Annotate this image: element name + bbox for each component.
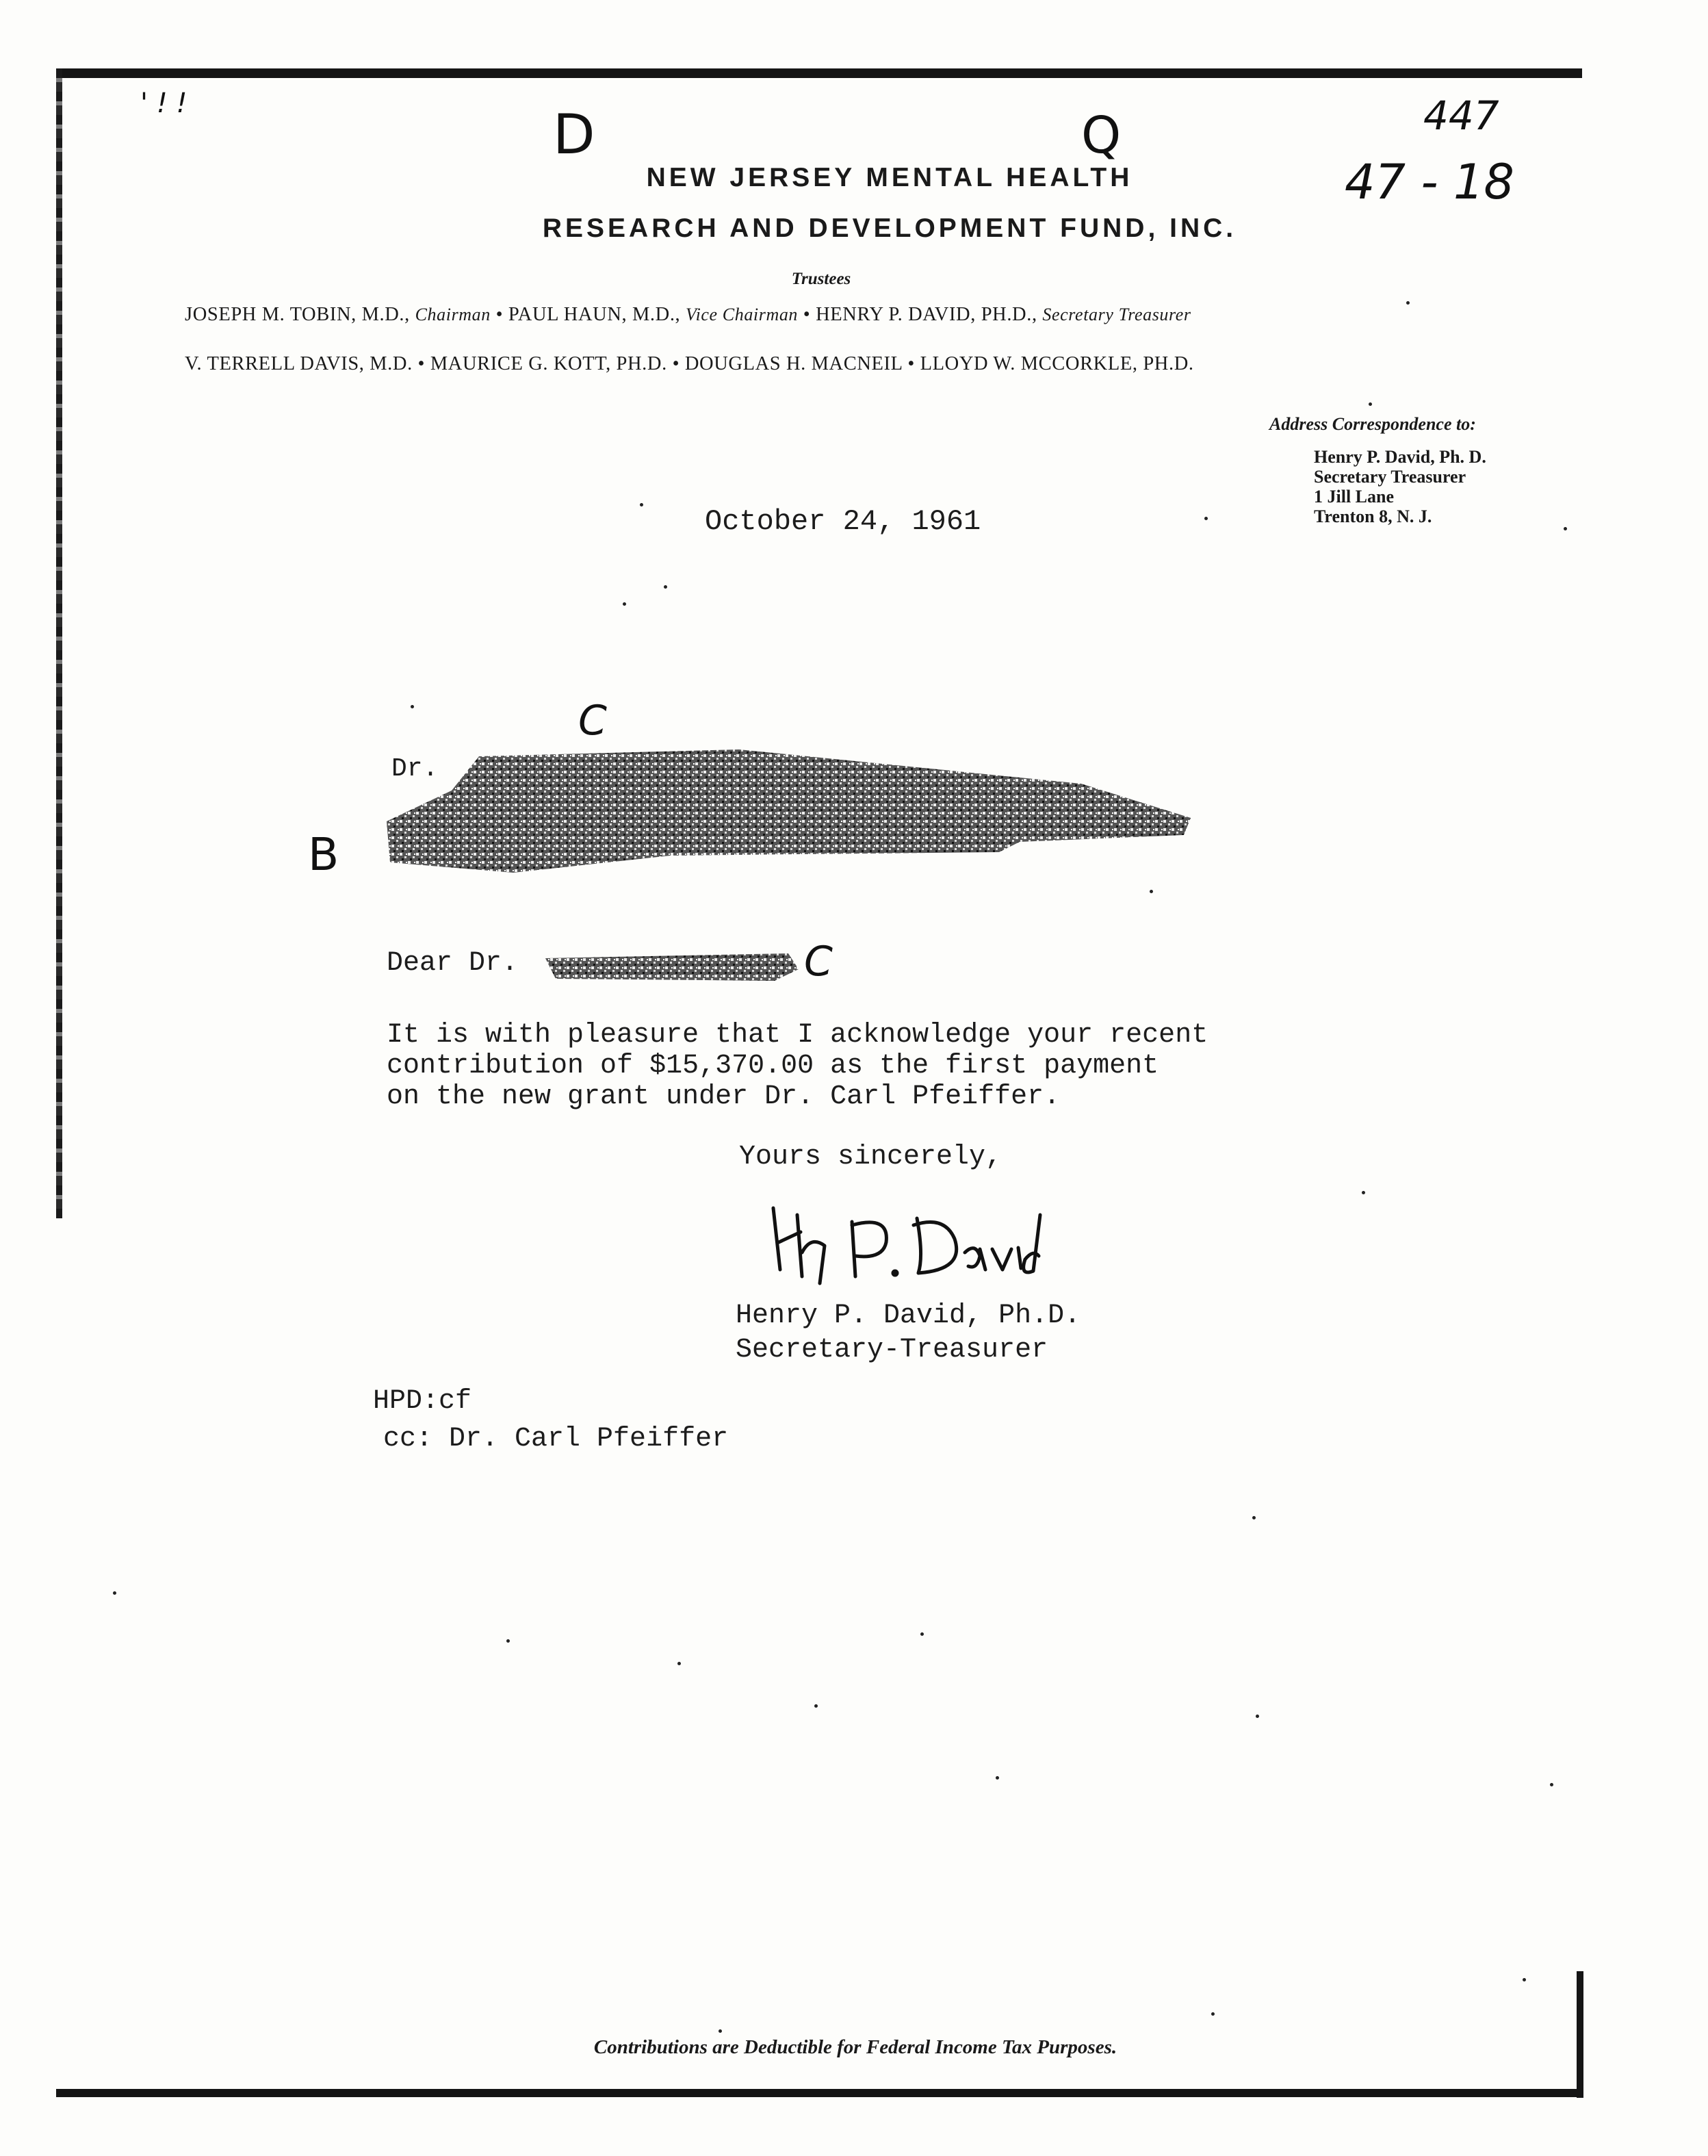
trustees-line-1 xyxy=(185,304,1560,326)
scan-speck xyxy=(1256,1715,1259,1718)
handwritten-top-number: 447 xyxy=(1423,92,1499,139)
bullet-separator: • xyxy=(672,353,685,374)
trustees-line-2 xyxy=(185,353,1560,375)
scan-speck xyxy=(1564,527,1567,530)
bullet-separator: • xyxy=(803,304,816,325)
address-line: Secretary Treasurer xyxy=(1314,467,1466,487)
scan-speck xyxy=(1204,517,1208,520)
bullet-separator: • xyxy=(417,353,430,374)
scan-speck xyxy=(113,1591,116,1595)
correspondence-address xyxy=(1314,447,1560,526)
trustees-heading: Trustees xyxy=(791,270,851,288)
address-heading: Address Correspondence to: xyxy=(1269,414,1476,434)
trustee-name: JOSEPH M. TOBIN, M.D., xyxy=(185,304,410,325)
scan-speck xyxy=(1150,890,1153,893)
trustee-name: V. TERRELL DAVIS, M.D. xyxy=(185,353,413,374)
address-line: 1 Jill Lane xyxy=(1314,487,1395,506)
typist-initials: HPD:cf xyxy=(373,1386,472,1417)
bullet-separator: • xyxy=(907,353,920,374)
handwritten-file-number: 47 - 18 xyxy=(1345,154,1514,210)
bullet-separator: • xyxy=(495,304,508,325)
scan-speck xyxy=(506,1639,510,1643)
organization-name-line2: RESEARCH AND DEVELOPMENT FUND, INC. xyxy=(542,214,1237,243)
trustee-name: HENRY P. DAVID, PH.D., xyxy=(816,304,1037,325)
trustee-name: MAURICE G. KOTT, PH.D. xyxy=(430,353,667,374)
scan-speck xyxy=(640,503,643,506)
scan-speck xyxy=(677,1662,681,1665)
letter-date: October 24, 1961 xyxy=(705,505,981,538)
signer-title: Secretary-Treasurer xyxy=(736,1335,1048,1365)
redacted-recipient-address xyxy=(383,746,1204,883)
trustee-name: LLOYD W. MCCORKLE, PH.D. xyxy=(920,353,1194,374)
bottom-border-rule xyxy=(56,2089,1583,2097)
closing: Yours sincerely, xyxy=(739,1142,1002,1172)
scan-speck xyxy=(920,1632,924,1636)
scan-speck xyxy=(1369,402,1372,406)
scan-speck xyxy=(1406,301,1410,305)
scan-speck xyxy=(623,602,626,606)
handwritten-mark-c: C xyxy=(578,697,607,745)
scan-speck xyxy=(411,705,414,708)
top-border-rule xyxy=(56,68,1582,78)
scan-speck xyxy=(719,2029,722,2033)
scan-speck xyxy=(1523,1978,1526,1981)
body-line: contribution of $15,370.00 as the first payment xyxy=(387,1051,1159,1081)
handwritten-mark-c: C xyxy=(804,938,833,986)
organization-name-line1: NEW JERSEY MENTAL HEALTH xyxy=(646,163,1133,192)
scan-speck xyxy=(1550,1783,1553,1786)
redacted-recipient-name xyxy=(542,950,802,984)
scan-speck xyxy=(1252,1516,1256,1519)
body-line: It is with pleasure that I acknowledge your recent xyxy=(387,1020,1208,1051)
tax-deductible-footer: Contributions are Deductible for Federal Income Tax Purposes. xyxy=(593,2036,1117,2058)
address-line: Henry P. David, Ph. D. xyxy=(1314,447,1486,467)
scan-speck xyxy=(664,585,667,589)
right-border-rule xyxy=(1577,1971,1583,2098)
signer-name: Henry P. David, Ph.D. xyxy=(736,1300,1081,1331)
handwritten-signature xyxy=(760,1194,1047,1290)
scan-speck xyxy=(1211,2012,1215,2016)
scan-speck xyxy=(996,1776,999,1780)
scan-speck xyxy=(1362,1191,1365,1194)
trustee-role: Secretary Treasurer xyxy=(1042,305,1191,324)
handwritten-mark-q: Q xyxy=(1081,106,1122,165)
recipient-prefix: Dr. xyxy=(391,754,439,784)
trustee-role: Vice Chairman xyxy=(686,305,799,324)
salutation: Dear Dr. xyxy=(387,948,519,979)
handwritten-marks-top-left: ' ! ! xyxy=(140,88,187,119)
address-line: Trenton 8, N. J. xyxy=(1314,506,1432,526)
trustee-name: DOUGLAS H. MACNEIL xyxy=(684,353,903,374)
scan-speck xyxy=(814,1704,818,1708)
handwritten-mark-d: D xyxy=(553,103,595,166)
handwritten-mark-b: B xyxy=(308,828,339,881)
trustee-name: PAUL HAUN, M.D., xyxy=(508,304,681,325)
left-border-rule xyxy=(56,68,62,1218)
trustee-role: Chairman xyxy=(415,305,491,324)
body-line: on the new grant under Dr. Carl Pfeiffer. xyxy=(387,1081,1061,1112)
carbon-copy-line: cc: Dr. Carl Pfeiffer xyxy=(383,1424,729,1454)
